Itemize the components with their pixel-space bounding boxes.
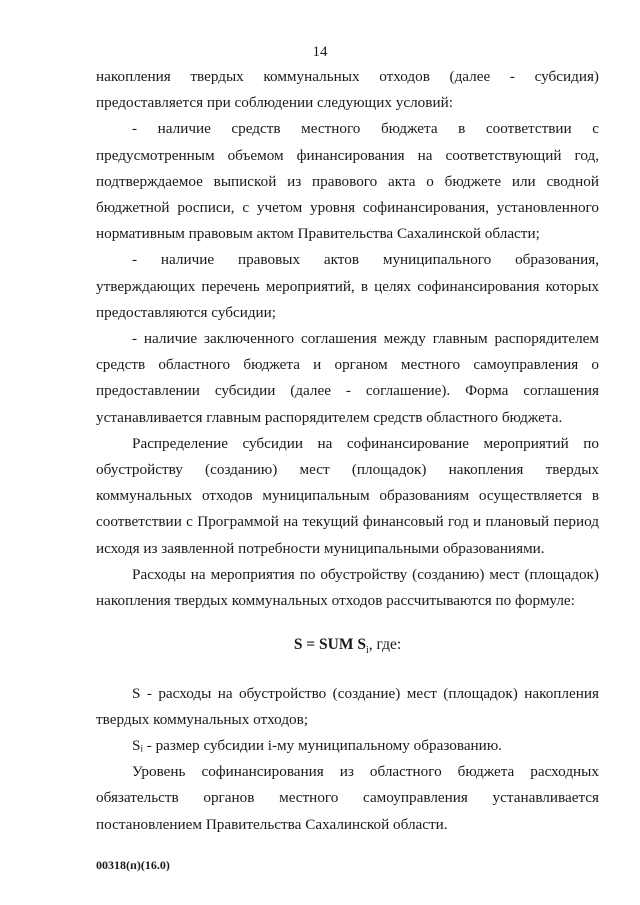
formula-suffix: , где: xyxy=(368,636,402,654)
paragraph-condition-legal-acts: - наличие правовых актов муниципального образования, утверждающих перечень мероприятий, в целях софинансирования которых предоставляются субсидии; xyxy=(96,251,599,321)
paragraph-continuation: накопления твердых коммунальных отходов (далее - субсидия) предоставляется при соблюдении следующих условий: xyxy=(96,68,599,112)
definition-s: S - расходы на обустройство (создание) мест (площадок) накопления твердых коммунальных отходов; xyxy=(96,684,599,728)
formula xyxy=(96,632,599,664)
paragraph-condition-budget: - наличие средств местного бюджета в соответствии с предусмотренным объемом финансирования на соответствующий год, подтверждаемое выпиской из правового акта о бюджете или сводной бюджетной росписи, с учетом уровня софинансирования, установленного нормативным правовым актом Правительства Сахалинской области; xyxy=(96,120,599,243)
document-body xyxy=(96,64,599,838)
paragraph-expenses: Расходы на мероприятия по обустройству (созданию) мест (площадок) накопления твердых коммунальных отходов рассчитываются по формуле: xyxy=(96,565,599,610)
paragraph-cofinancing-level: Уровень софинансирования из областного бюджета расходных обязательств органов местного самоуправления устанавливается постановлением Правительства Сахалинской области. xyxy=(96,763,599,833)
page-number: 14 xyxy=(312,44,328,60)
document-code: 00318(п)(16.0) xyxy=(96,858,170,872)
definition-si: Sᵢ - размер субсидии i-му муниципальному образованию. xyxy=(132,736,502,754)
formula-main: S = SUM S xyxy=(293,636,366,654)
paragraph-distribution: Распределение субсидии на софинансирование мероприятий по обустройству (созданию) мест (площадок) накопления твердых коммунальных отходов муниципальным образованиям осуществляется в соответствии с Программой на текущий финансовый год и плановый период исходя из заявленной потребности муниципальными образованиями. xyxy=(96,434,599,557)
formula-subscript: i xyxy=(365,645,369,657)
paragraph-condition-agreement: - наличие заключенного соглашения между главным распорядителем средств областного бюджета и органом местного самоуправления о предоставлении субсидии (далее - соглашение). Форма соглашения устанавливается главным распорядителем средств областного бюджета. xyxy=(96,330,599,426)
